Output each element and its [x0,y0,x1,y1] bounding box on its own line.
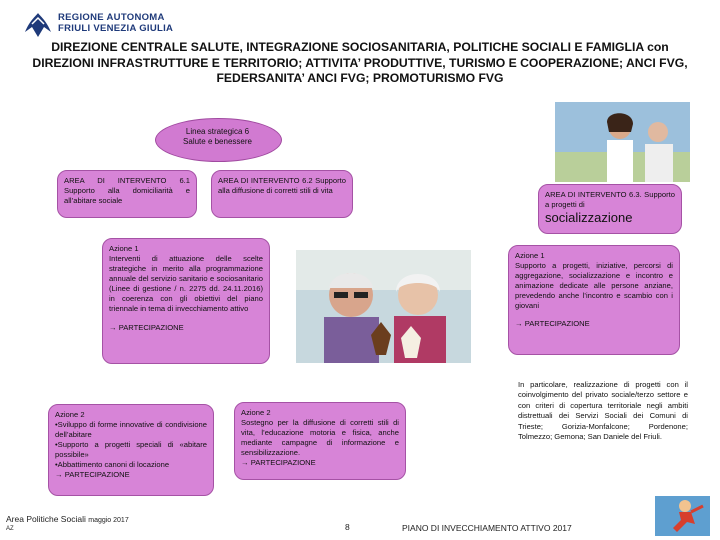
running-mascot-icon [655,496,710,536]
footer-initials: AZ [6,526,14,532]
area-6-3-box [538,184,682,234]
footer-date: maggio 2017 [88,517,129,524]
area-6-2-box [211,170,353,218]
azione-2-housing-box [48,404,214,496]
footer-area-label: Area Politiche Sociali [6,514,86,524]
azione-2-center-title: Azione 2 [241,408,271,417]
footer-plan-title: PIANO DI INVECCHIAMENTO ATTIVO 2017 [402,523,572,533]
area-6-3-text: AREA DI INTERVENTO 6.3. Supporto a progetti di [545,190,675,209]
territorial-note: In particolare, realizzazione di progetti con il coinvolgimento del privato sociale/terzo settore e con criteri di copertura territoriale negli ambiti distrettuali dei Servizi Sociali dei Comuni di Trieste; Gorizia-Monfalcone; Pordenone; Tolmezzo; Gemona; San Daniele del Friuli. [518,380,688,442]
footer-left [6,514,129,524]
logo-line-1: REGIONE AUTONOMA [58,12,165,23]
strategic-line-subtitle: Salute e benessere [183,137,252,146]
page-number: 8 [345,522,350,532]
azione-2-line-2: •Supporto a progetti speciali di «abitare possibile» [55,440,207,459]
azione-1-text: Interventi di attuazione delle scelte strategiche in merito alla programmazione annuale del servizio sanitario e sociosanitario (Linee di gestione / n. 2275 dd. 24.11.2016) in coerenza con gli obiettivi del piano triennale in tema di invecchiamento attivo [109,254,263,313]
azione-2-lifestyle-box [234,402,406,480]
area-6-1-text: AREA DI INTERVENTO 6.1 Supporto alla domiciliarità e all’abitare sociale [64,176,190,205]
azione-2-center-participation: → PARTECIPAZIONE [241,458,316,467]
azione-2-title: Azione 2 [55,410,85,419]
region-eagle-logo-icon [22,10,54,40]
azione-1-right-title: Azione 1 [515,251,545,260]
azione-1-right-text: Supporto a progetti, iniziative, percorsi di aggregazione, socializzazione e incontro e animazione dedicate alle persone anziane, prevedendo anche l’incontro e scambio con i giovani [515,261,673,310]
strategic-line-label [155,127,280,147]
azione-2-center-text: Sostegno per la diffusione di corretti stili di vita, l’educazione motoria e fisica, anche mediante campagne di informazione e sensibilizzazione. [241,418,399,457]
azione-1-title: Azione 1 [109,244,139,253]
region-logo-text [58,12,173,34]
area-6-3-highlight: socializzazione [545,210,633,225]
azione-1-socialization-box [508,245,680,355]
azione-1-participation: → PARTECIPAZIONE [109,323,184,332]
strategic-line-title: Linea strategica 6 [185,127,250,136]
area-6-2-text: AREA DI INTERVENTO 6.2 Supporto alla diffusione di corretti stili di vita [218,176,346,195]
azione-2-participation: → PARTECIPAZIONE [55,470,130,479]
seniors-outdoor-photo [555,102,690,182]
azione-2-line-3: •Abbattimento canoni di locazione [55,460,170,469]
logo-line-2: FRIULI VENEZIA GIULIA [58,23,174,34]
azione-1-domiciliarity-box [102,238,270,364]
page-title: DIREZIONE CENTRALE SALUTE, INTEGRAZIONE SOCIOSANITARIA, POLITICHE SOCIALI E FAMIGLIA con DIREZIONI INFRASTRUTTURE E TERRITORIO; ATTIVITA’ PRODUTTIVE, TURISMO E COOPERAZIONE; ANCI FVG, FEDERSANITA’ ANCI FVG; PROMOTURISMO FVG [32,40,688,85]
area-6-1-box [57,170,197,218]
azione-2-line-1: •Sviluppo di forme innovative di condivisione dell’abitare [55,420,207,439]
elderly-couple-with-dogs-photo [296,250,471,363]
azione-1-right-participation: → PARTECIPAZIONE [515,319,590,328]
